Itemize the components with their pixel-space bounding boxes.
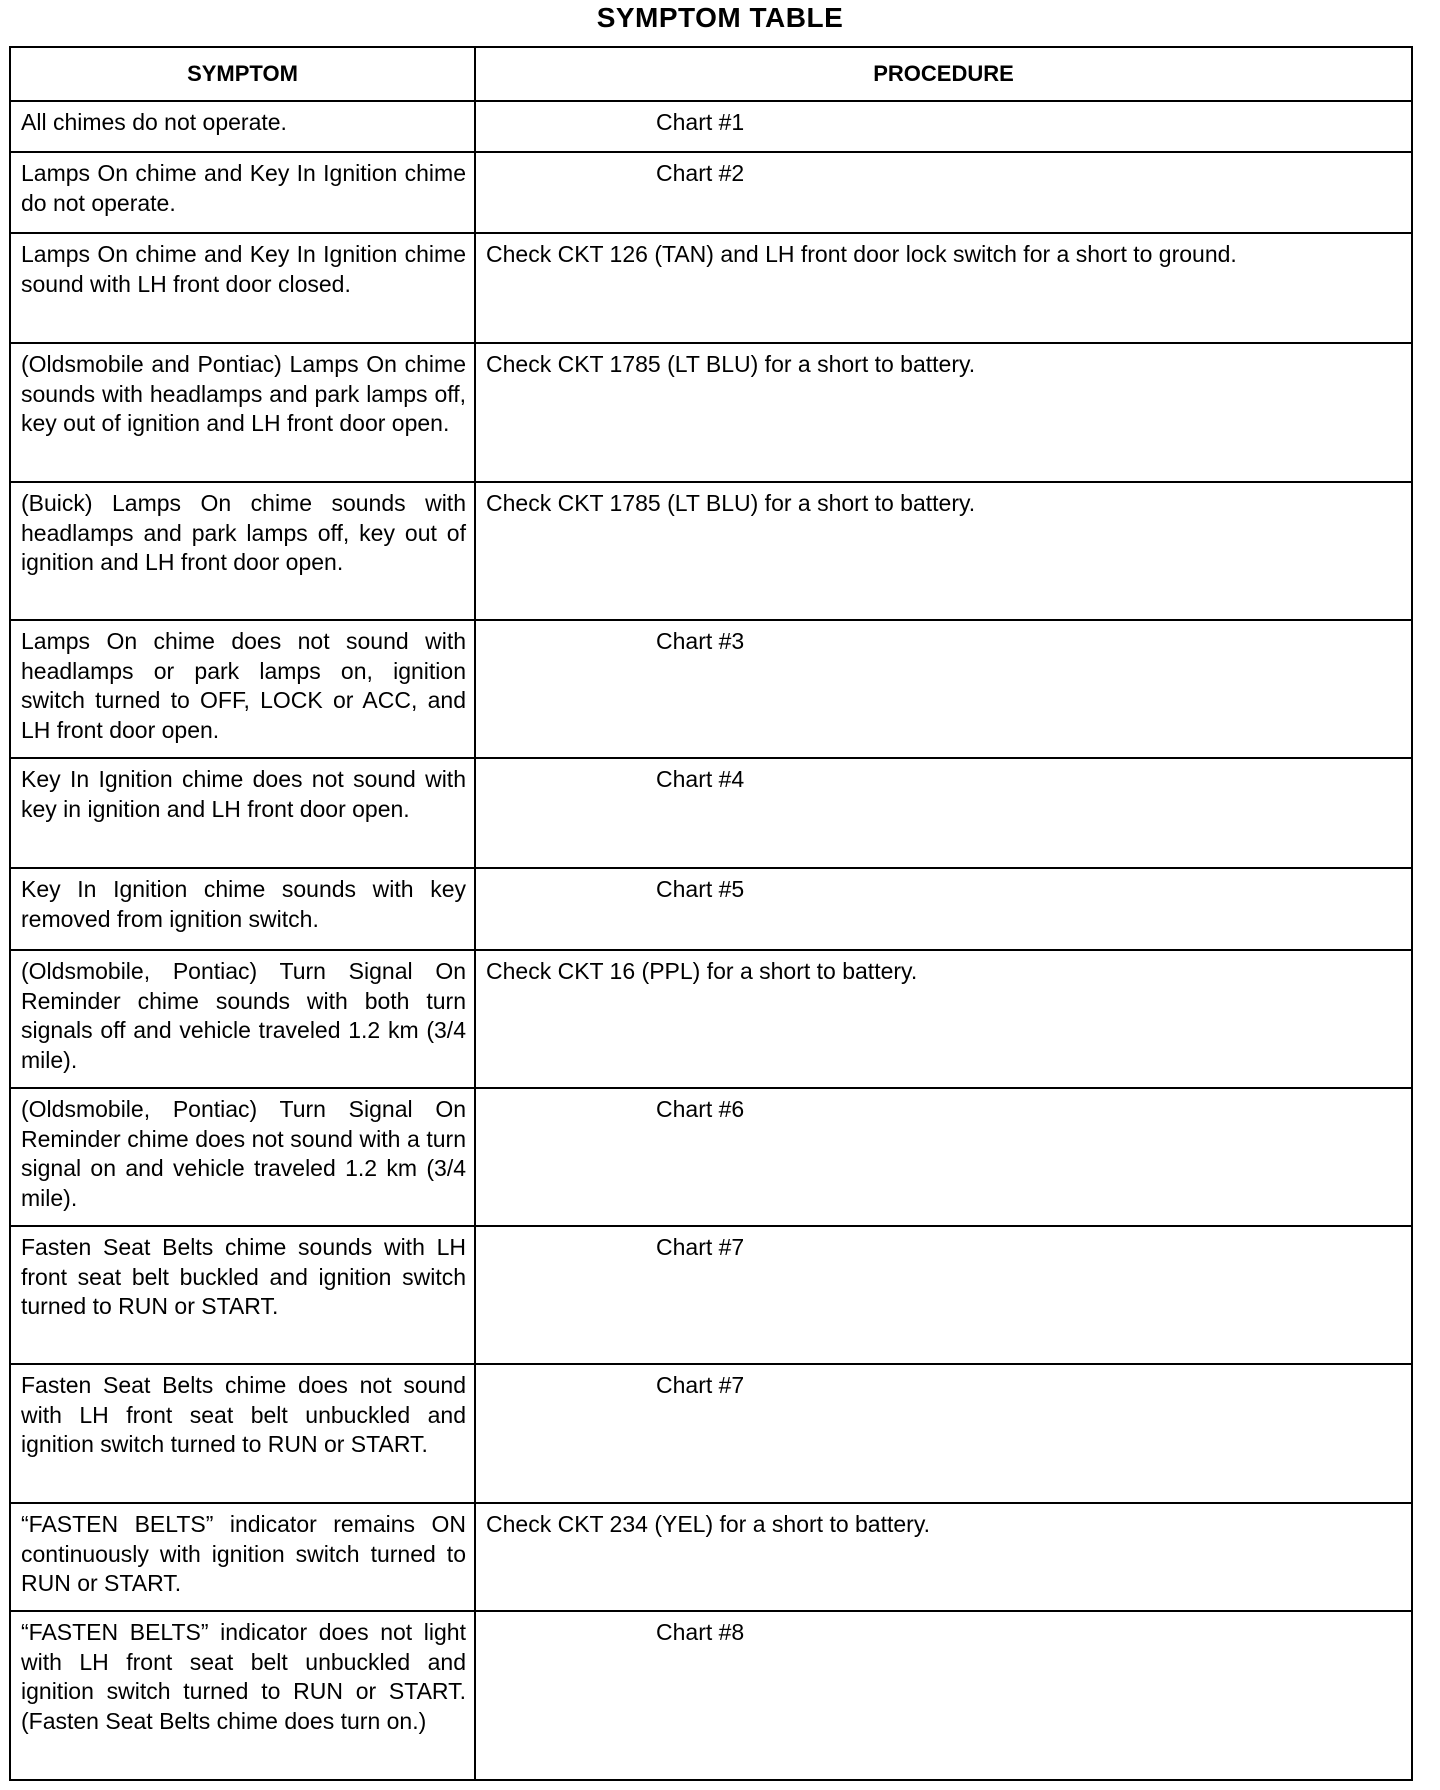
table-row <box>10 101 1412 152</box>
chart-reference: Chart #4 <box>656 766 745 792</box>
table-row <box>10 1364 1412 1503</box>
header-symptom: SYMPTOM <box>10 47 475 101</box>
table-row <box>10 1226 1412 1364</box>
symptom-cell: “FASTEN BELTS” indicator remains ON continuously with ignition switch turned to RUN or START. <box>10 1503 475 1611</box>
procedure-cell <box>475 1364 1412 1503</box>
procedure-cell <box>475 620 1412 758</box>
procedure-cell <box>475 868 1412 950</box>
chart-reference: Chart #7 <box>656 1234 745 1260</box>
symptom-cell: All chimes do not operate. <box>10 101 475 152</box>
table-row <box>10 1611 1412 1780</box>
procedure-cell <box>475 1611 1412 1780</box>
procedure-cell <box>475 152 1412 233</box>
symptom-table <box>9 46 1413 1781</box>
procedure-text: Check CKT 126 (TAN) and LH front door lock switch for a short to ground. <box>486 241 1237 267</box>
procedure-cell <box>475 343 1412 482</box>
procedure-cell <box>475 1088 1412 1226</box>
chart-reference: Chart #7 <box>656 1372 745 1398</box>
symptom-cell: Lamps On chime and Key In Ignition chime do not operate. <box>10 152 475 233</box>
symptom-cell: “FASTEN BELTS” indicator does not light with LH front seat belt unbuckled and ignition switch turned to RUN or START. (Fasten Seat Belts chime does turn on.) <box>10 1611 475 1780</box>
chart-reference: Chart #6 <box>656 1096 745 1122</box>
table-row <box>10 1088 1412 1226</box>
symptom-cell: (Buick) Lamps On chime sounds with headlamps and park lamps off, key out of ignition and LH front door open. <box>10 482 475 620</box>
page-title: SYMPTOM TABLE <box>596 2 844 33</box>
procedure-cell <box>475 950 1412 1088</box>
chart-reference: Chart #1 <box>656 109 745 135</box>
table-row <box>10 1503 1412 1611</box>
symptom-cell: Fasten Seat Belts chime does not sound with LH front seat belt unbuckled and ignition switch turned to RUN or START. <box>10 1364 475 1503</box>
chart-reference: Chart #8 <box>656 1619 745 1645</box>
symptom-cell: Key In Ignition chime does not sound with key in ignition and LH front door open. <box>10 758 475 868</box>
procedure-cell <box>475 482 1412 620</box>
procedure-text: Check CKT 234 (YEL) for a short to battery. <box>486 1511 931 1537</box>
symptom-cell: (Oldsmobile, Pontiac) Turn Signal On Reminder chime sounds with both turn signals off and vehicle traveled 1.2 km (3/4 mile). <box>10 950 475 1088</box>
chart-reference: Chart #3 <box>656 628 745 654</box>
symptom-cell: (Oldsmobile and Pontiac) Lamps On chime sounds with headlamps and park lamps off, key out of ignition and LH front door open. <box>10 343 475 482</box>
table-row <box>10 152 1412 233</box>
table-row <box>10 233 1412 343</box>
symptom-cell: (Oldsmobile, Pontiac) Turn Signal On Reminder chime does not sound with a turn signal on and vehicle traveled 1.2 km (3/4 mile). <box>10 1088 475 1226</box>
chart-reference: Chart #2 <box>656 160 745 186</box>
table-row <box>10 482 1412 620</box>
procedure-cell <box>475 101 1412 152</box>
symptom-cell: Lamps On chime and Key In Ignition chime sound with LH front door closed. <box>10 233 475 343</box>
symptom-cell: Key In Ignition chime sounds with key removed from ignition switch. <box>10 868 475 950</box>
chart-reference: Chart #5 <box>656 876 745 902</box>
symptom-cell: Fasten Seat Belts chime sounds with LH front seat belt buckled and ignition switch turned to RUN or START. <box>10 1226 475 1364</box>
procedure-cell <box>475 758 1412 868</box>
procedure-cell <box>475 1503 1412 1611</box>
table-row <box>10 868 1412 950</box>
table-row <box>10 950 1412 1088</box>
table-row <box>10 758 1412 868</box>
header-procedure: PROCEDURE <box>475 47 1412 101</box>
table-row <box>10 620 1412 758</box>
procedure-text: Check CKT 16 (PPL) for a short to battery. <box>486 958 918 984</box>
procedure-text: Check CKT 1785 (LT BLU) for a short to battery. <box>486 490 976 516</box>
table-header-row <box>10 47 1412 101</box>
procedure-text: Check CKT 1785 (LT BLU) for a short to battery. <box>486 351 976 377</box>
procedure-cell <box>475 233 1412 343</box>
procedure-cell <box>475 1226 1412 1364</box>
symptom-cell: Lamps On chime does not sound with headlamps or park lamps on, ignition switch turned to OFF, LOCK or ACC, and LH front door open. <box>10 620 475 758</box>
table-row <box>10 343 1412 482</box>
